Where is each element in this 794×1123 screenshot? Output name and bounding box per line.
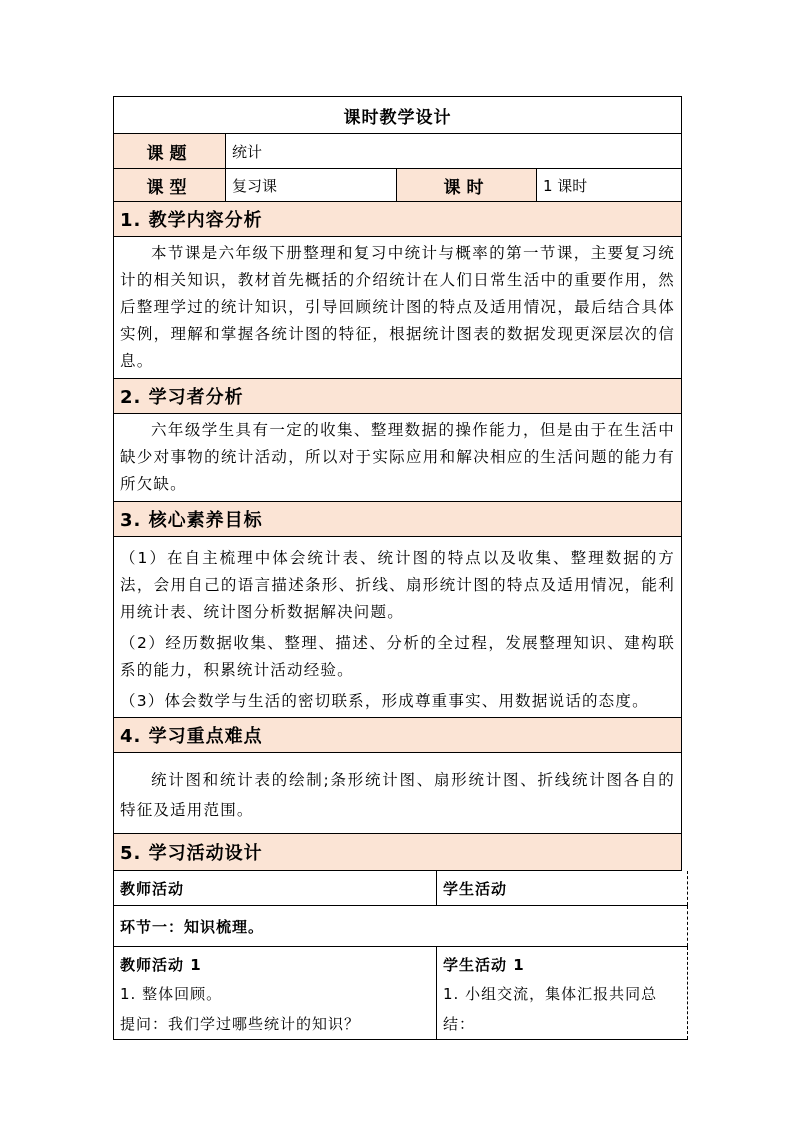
core-goal-item: （1）在自主梳理中体会统计表、统计图的特点以及收集、整理数据的方法，会用自己的语言描述条形、折线、扇形统计图的特点及适用情况，能利用统计表、统计图分析数据解决问题。 — [120, 549, 675, 621]
topic-value: 统计 — [226, 134, 682, 169]
stage-one-title: 环节一：知识梳理。 — [114, 906, 688, 947]
student-activity-1-line: 1. 小组交流，集体汇报共同总结： — [443, 985, 658, 1033]
section-heading-activity-design: 5. 学习活动设计 — [114, 834, 682, 871]
section-heading-learner-analysis: 2. 学习者分析 — [114, 379, 682, 414]
lesson-plan — [113, 96, 681, 1040]
topic-label: 课题 — [114, 134, 226, 169]
activity-table-wrap — [113, 871, 687, 1040]
content-analysis-text: 本节课是六年级下册整理和复习中统计与概率的第一节课，主要复习统计的相关知识，教材首先概括的介绍统计在人们日常生活中的重要作用，然后整理学过的统计知识，引导回顾统计图的特点及适用情况，最后结合具体实例，理解和掌握各统计图的特征，根据统计图表的数据发现更深层次的信息。 — [114, 237, 682, 379]
core-goal-item: （2）经历数据收集、整理、描述、分析的全过程，发展整理知识、建构联系的能力，积累统计活动经验。 — [120, 634, 675, 679]
lesson-type-label: 课型 — [114, 169, 226, 202]
core-goal-item: （3）体会数学与生活的密切联系，形成尊重事实、用数据说话的态度。 — [120, 692, 649, 710]
key-difficulties-text: 统计图和统计表的绘制;条形统计图、扇形统计图、折线统计图各自的特征及适用范围。 — [114, 753, 682, 834]
student-activity-header: 学生活动 — [437, 871, 688, 906]
teacher-activity-1-title: 教师活动 1 — [120, 956, 202, 974]
period-label: 课时 — [397, 169, 537, 202]
lesson-plan-table — [113, 96, 682, 871]
student-activity-1-cell — [437, 947, 688, 1040]
teacher-activity-1-line: 1. 整体回顾。 — [120, 985, 223, 1003]
section-heading-key-difficulties: 4. 学习重点难点 — [114, 718, 682, 753]
core-goals-list — [114, 537, 682, 718]
learner-analysis-text: 六年级学生具有一定的收集、整理数据的操作能力，但是由于在生活中缺少对事物的统计活动，所以对于实际应用和解决相应的生活问题的能力有所欠缺。 — [114, 414, 682, 502]
activity-table — [113, 871, 688, 1040]
section-heading-core-goals: 3. 核心素养目标 — [114, 502, 682, 537]
lesson-type-value: 复习课 — [226, 169, 397, 202]
period-value: 1 课时 — [537, 169, 682, 202]
section-heading-content-analysis: 1. 教学内容分析 — [114, 202, 682, 237]
teacher-activity-1-line: 提问：我们学过哪些统计的知识？ — [120, 1015, 361, 1033]
student-activity-1-title: 学生活动 1 — [443, 956, 525, 974]
document-title: 课时教学设计 — [114, 97, 682, 134]
teacher-activity-1-cell — [114, 947, 437, 1040]
teacher-activity-header: 教师活动 — [114, 871, 437, 906]
